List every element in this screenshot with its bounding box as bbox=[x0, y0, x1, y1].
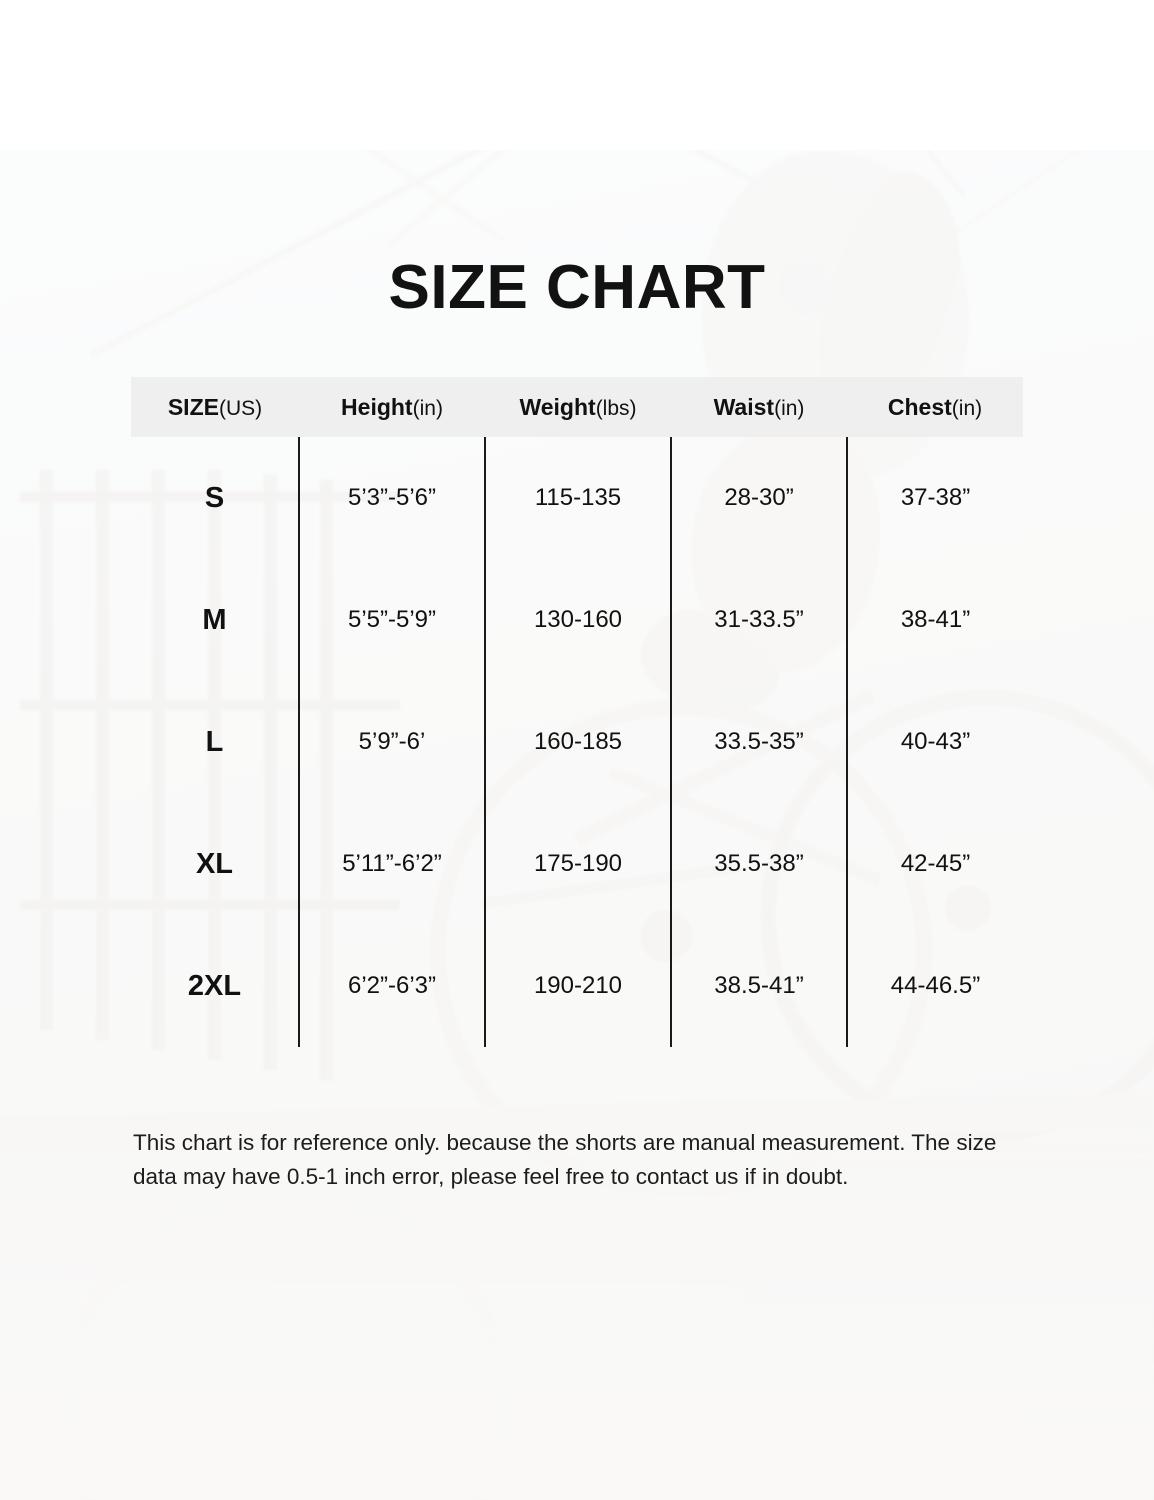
cell-height: 5’5”-5’9” bbox=[299, 559, 485, 681]
column-header-chest bbox=[847, 377, 1023, 437]
table-body bbox=[131, 437, 1023, 1047]
cell-size: 2XL bbox=[187, 969, 242, 1002]
column-header-height bbox=[299, 377, 485, 437]
table-row bbox=[131, 437, 1023, 559]
size-table bbox=[131, 377, 1023, 1047]
cell-waist: 38.5-41” bbox=[671, 925, 847, 1047]
table-header bbox=[131, 377, 1023, 437]
cell-weight: 130-160 bbox=[485, 559, 671, 681]
column-header-size-unit: (US) bbox=[218, 396, 263, 420]
column-header-weight bbox=[485, 377, 671, 437]
cell-waist: 31-33.5” bbox=[671, 559, 847, 681]
table-header-row bbox=[131, 377, 1023, 437]
table-row bbox=[131, 803, 1023, 925]
column-header-height-unit: (in) bbox=[412, 396, 443, 420]
cell-weight: 160-185 bbox=[485, 681, 671, 803]
cell-size: XL bbox=[195, 847, 234, 880]
cell-weight: 115-135 bbox=[485, 437, 671, 559]
column-header-height-label: Height bbox=[341, 393, 413, 420]
column-header-weight-label: Weight bbox=[519, 393, 596, 420]
size-table-container bbox=[131, 377, 1023, 1047]
cell-height: 5’9”-6’ bbox=[299, 681, 485, 803]
cell-height: 6’2”-6’3” bbox=[299, 925, 485, 1047]
table-row bbox=[131, 559, 1023, 681]
cell-weight: 175-190 bbox=[485, 803, 671, 925]
column-header-waist-unit: (in) bbox=[774, 396, 805, 420]
cell-height: 5’11”-6’2” bbox=[299, 803, 485, 925]
column-header-weight-unit: (lbs) bbox=[595, 396, 637, 420]
cell-chest: 40-43” bbox=[847, 681, 1023, 803]
page-title: SIZE CHART bbox=[388, 253, 766, 322]
cell-weight: 190-210 bbox=[485, 925, 671, 1047]
cell-waist: 33.5-35” bbox=[671, 681, 847, 803]
cell-size: M bbox=[202, 603, 227, 636]
cell-chest: 38-41” bbox=[847, 559, 1023, 681]
column-header-waist bbox=[671, 377, 847, 437]
table-row bbox=[131, 681, 1023, 803]
cell-chest: 37-38” bbox=[847, 437, 1023, 559]
cell-chest: 44-46.5” bbox=[847, 925, 1023, 1047]
cell-size: S bbox=[204, 481, 225, 514]
column-header-size-label: SIZE bbox=[167, 393, 219, 420]
cell-waist: 35.5-38” bbox=[671, 803, 847, 925]
cell-size: L bbox=[205, 725, 224, 758]
column-header-size bbox=[131, 377, 299, 437]
table-row bbox=[131, 925, 1023, 1047]
column-header-waist-label: Waist bbox=[713, 393, 775, 420]
cell-height: 5’3”-5’6” bbox=[299, 437, 485, 559]
cell-waist: 28-30” bbox=[671, 437, 847, 559]
disclaimer-note: This chart is for reference only. because the shorts are manual measurement. The size data may have 0.5-1 inch error, please feel free to contact us if in doubt. bbox=[133, 1130, 997, 1189]
column-header-chest-label: Chest bbox=[887, 393, 952, 420]
cell-chest: 42-45” bbox=[847, 803, 1023, 925]
column-header-chest-unit: (in) bbox=[951, 396, 983, 420]
